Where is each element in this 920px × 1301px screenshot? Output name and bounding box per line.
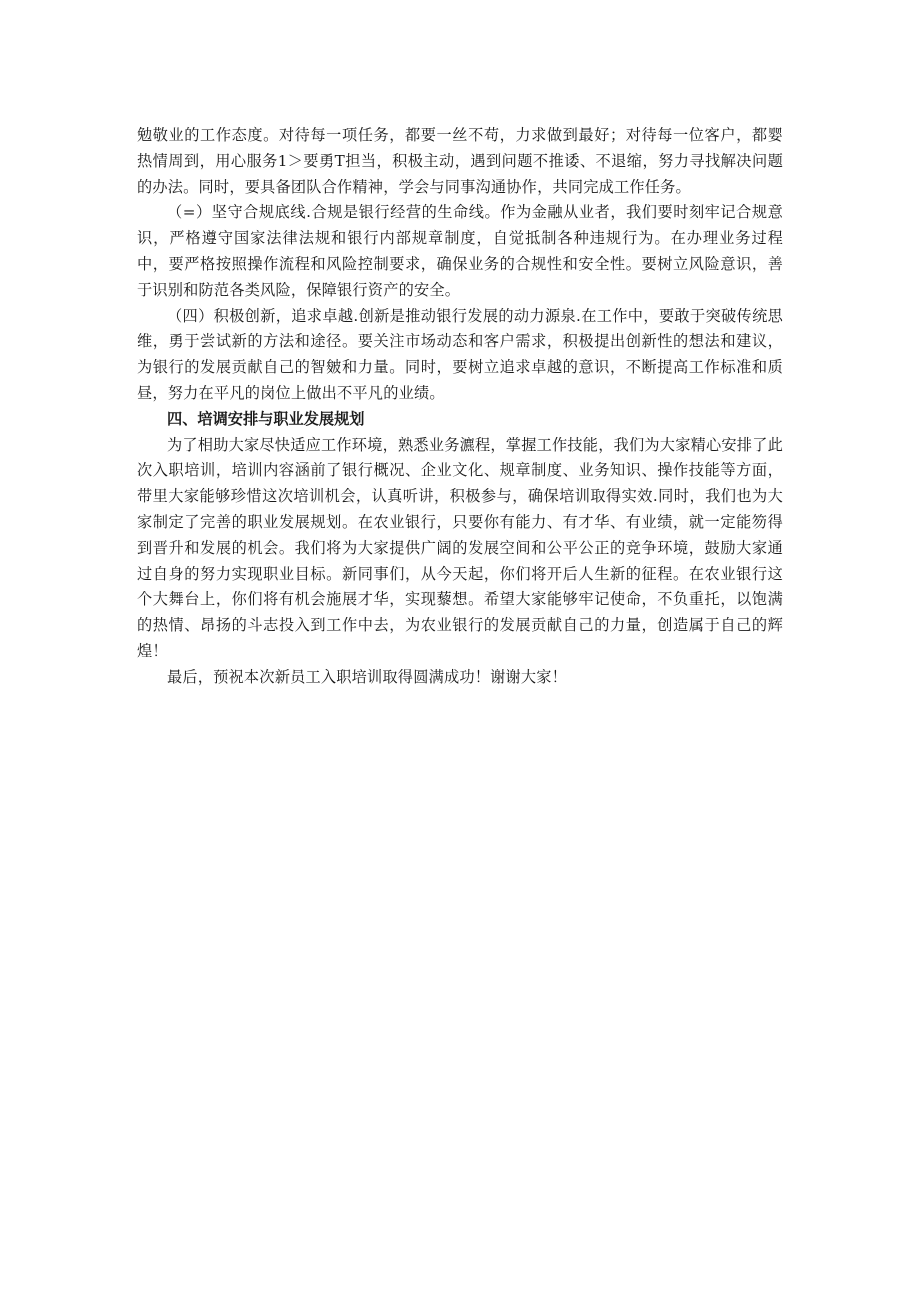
paragraph-compliance: （=）坚守合规底线.合规是银行经营的生命线。作为金融从业者，我们要时刻牢记合规意识，严格遵守国家法律法规和银行内部规章制度，自觉抵制各种违规行为。在办理业务过程中，要严格按照操作流程和风险控制要求，确保业务的合规性和安全性。要树立风险意识，善于识别和防范各类风险，保障银行资产的安全。 [137,203,783,299]
section-heading-training-plan: 四、培调安排与职业发展规划 [167,409,365,428]
paragraph-work-attitude: 勉敬业的工作态度。对待每一项任务，都要一丝不苟，力求做到最好；对待每一位客户，都婴热情周到，用心服务1＞要勇T担当，积极主动，遇到问题不推诿、不退缩，努力寻找解决问题的办法。同时，要具备团队合作精神，学会与同事沟通协作，共同完成工作任务。 [137,126,783,196]
document-body [137,123,783,691]
paragraph-innovation: （四）积极创新，追求卓越.创新是推动银行发展的动力源泉.在工作中，要敢于突破传统思维，勇于尝试新的方法和途径。要关注市场动态和客户需求，积极提出创新性的想法和建议，为银行的发展贡献自己的智皴和力量。同时，要树立追求卓越的意识，不断提高工作标准和质昼，努力在平凡的岗位上做出不平凡的业绩。 [137,306,783,402]
paragraph-closing: 最后，预祝本次新员工入职培训取得圆满成功！谢谢大家！ [167,667,568,686]
paragraph-training-career: 为了相助大家尽快适应工作环境，熟悉业务瀌程，掌握工作技能，我们为大家精心安排了此次入职培训，培训内容涵前了银行概况、企业文化、规章制度、业务知识、操作技能等方面，带里大家能够珍惜这次培训机会，认真听讲，积极参与，确保培训取得实效.同时，我们也为大家制定了完善的职业发展规划。在农业银行，只要你有能力、有才华、有业绩，就一定能笏得到晋升和发展的机会。我们将为大家提供广阔的发展空间和公平公正的竞争环境，鼓励大家通过自身的努力实现职业目标。新同事们，从今天起，你们将开后人生新的征程。在农业银行这个大舞台上，你们将有机会施展才华，实现藜想。希望大家能够牢记使命，不负重托，以饱满的热情、昂扬的斗志投入到工作中去，为农业银行的发展贡献自己的力量，创造属于自己的辉煌！ [137,435,783,660]
